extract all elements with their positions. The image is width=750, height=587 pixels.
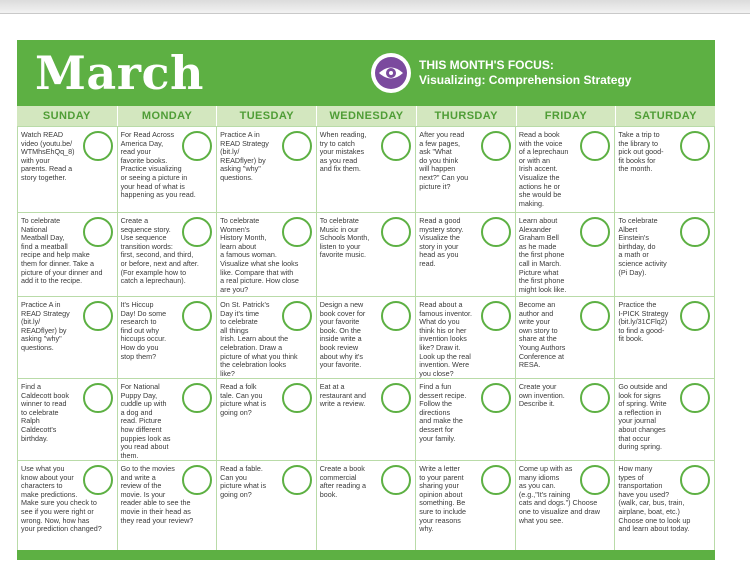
calendar-cell [416, 213, 516, 297]
activity-text: Create your own invention. Describe it. [518, 382, 565, 409]
activity-text: For National Puppy Day, cuddle up with a dog and read. Picture how different puppies look as you read about them. [120, 382, 171, 460]
calendar-cell [18, 127, 118, 213]
activity-text: Go outside and look for signs of spring. Write a reflection in your journal about changes that occur during spring. [618, 382, 668, 452]
calendar-cell [217, 297, 317, 379]
activity-text: To celebrate Music in our Schools Month, listen to your favorite music. [319, 216, 370, 260]
activity-text: Eat at a restaurant and write a review. [319, 382, 367, 409]
activity-text: Find a fun dessert recipe. Follow the directions and make the dessert for your family. [419, 382, 467, 443]
activity-text: After you read a few pages, ask "What do you think will happen next?" Can you picture it? [419, 130, 469, 191]
bottom-accent-bar [17, 550, 715, 560]
activity-text: Read a book with the voice of a leprechaun or with an Irish accent. Visualize the actions he or she would be making. [518, 130, 569, 208]
calendar-cell [317, 461, 417, 551]
window-top-strip [0, 0, 750, 14]
activity-text: Come up with as many idioms as you can. (e.g.,"It's raining cats and dogs.") Choose one to visualize and draw what you see. [518, 464, 600, 525]
activity-text: Become an author and write your own story to share at the Young Authors Conference at RESA. [518, 300, 566, 370]
calendar-cell [317, 379, 417, 461]
activity-text: Practice the I-PICK Strategy (bit.ly/31CFlq2) to find a good- fit book. [618, 300, 669, 344]
activity-text: How many types of transportation have you used? (walk, car, bus, train, airplane, boat, etc.) Choose one to look up and learn about today. [618, 464, 691, 534]
activity-text: It's Hiccup Day! Do some research to find out why hiccups occur. How do you stop them? [120, 300, 167, 361]
activity-text: Take a trip to the library to pick out good- fit books for the month. [618, 130, 664, 174]
day-header-friday: FRIDAY [516, 106, 616, 126]
activity-text: Read a fable. Can you picture what is going on? [220, 464, 267, 499]
calendar-cell [317, 297, 417, 379]
calendar-grid [17, 126, 715, 550]
calendar-cell [217, 461, 317, 551]
calendar-cell [416, 297, 516, 379]
calendar-cell [615, 379, 715, 461]
activity-text: Write a letter to your parent sharing your opinion about something. Be sure to include your reasons why. [419, 464, 467, 534]
calendar-cell [217, 379, 317, 461]
activity-text: Learn about Alexander Graham Bell as he made the first phone call in March. Picture what the first phone might look like. [518, 216, 567, 294]
activity-text: Watch READ video (youtu.be/ WTMhsEhQq_8) with your parents. Read a story together. [21, 130, 75, 182]
activity-text: For Read Across America Day, read your favorite books. Practice visualizing or seeing a picture in your head of what is happening as you read. [120, 130, 196, 200]
calendar-cell [217, 213, 317, 297]
calendar-cell [615, 461, 715, 551]
calendar-cell [18, 213, 118, 297]
calendar-cell [516, 461, 616, 551]
calendar-cell [217, 127, 317, 213]
day-header-saturday: SATURDAY [615, 106, 715, 126]
calendar-cell [516, 379, 616, 461]
calendar-cell [416, 461, 516, 551]
calendar-cell [18, 379, 118, 461]
calendar-cell [615, 297, 715, 379]
calendar-cell [118, 461, 218, 551]
weekday-header-row [17, 106, 715, 126]
activity-text: Read a folk tale. Can you picture what is going on? [220, 382, 267, 417]
calendar-cell [317, 213, 417, 297]
focus-label: THIS MONTH'S FOCUS: [419, 58, 554, 72]
activity-text: On St. Patrick's Day it's time to celebrate all things Irish. Learn about the celebration. Draw a picture of what you think the celebration looks like? [220, 300, 298, 378]
day-header-sunday: SUNDAY [42, 110, 91, 122]
activity-text: When reading, try to catch your mistakes as you read and fix them. [319, 130, 367, 174]
activity-text: To celebrate Women's History Month, learn about a famous woman. Visualize what she looks like. Compare that with a real picture. How close are you? [220, 216, 299, 294]
activity-text: To celebrate National Meatball Day, find a meatball recipe and help make them for dinner. Take a picture of your dinner and add it to the recipe. [21, 216, 103, 286]
calendar-cell [118, 379, 218, 461]
activity-text: Find a Caldecott book winner to read to celebrate Ralph Caldecott's birthday. [21, 382, 69, 443]
day-header-tuesday: TUESDAY [216, 106, 316, 126]
day-header-thursday: THURSDAY [416, 106, 516, 126]
calendar-cell [416, 379, 516, 461]
calendar-cell [416, 127, 516, 213]
activity-text: Read a good mystery story. Visualize the story in your head as you read. [419, 216, 464, 268]
activity-text: Create a book commercial after reading a book. [319, 464, 367, 499]
activity-text: Practice A in READ Strategy (bit.ly/ READflyer) by asking "why" questions. [21, 300, 70, 352]
activity-text: Go to the movies and write a review of the movie. Is your reader able to see the movie in their head as they read your review? [120, 464, 194, 525]
calendar-cell [317, 127, 417, 213]
calendar-cell [18, 461, 118, 551]
calendar-cell [516, 297, 616, 379]
activity-text: Practice A in READ Strategy (bit.ly/ READflyer) by asking "why" questions. [220, 130, 269, 182]
activity-text: Create a sequence story. Use sequence transition words: first, second, and third, or before, next and after. (For example how to catch a leprechaun). [120, 216, 199, 286]
calendar-cell [615, 213, 715, 297]
calendar-cell [118, 127, 218, 213]
calendar-cell [615, 127, 715, 213]
activity-text: Read about a famous inventor. What do you think his or her invention looks like? Draw it. Look up the real invention. Were you close? [419, 300, 473, 378]
calendar-cell [516, 213, 616, 297]
activity-text: To celebrate Albert Einstein's birthday, do a math or science activity (Pi Day). [618, 216, 667, 277]
activity-text: Design a new book cover for your favorite book. On the inside write a book review about why it's your favorite. [319, 300, 366, 370]
calendar-cell [118, 297, 218, 379]
calendar-cell [516, 127, 616, 213]
activity-text: Use what you know about your characters to make predictions. Make sure you check to see if you were right or wrong. Now, how has your prediction changed? [21, 464, 102, 534]
calendar-cell [118, 213, 218, 297]
month-title: March [35, 46, 204, 100]
day-header-wednesday: WEDNESDAY [316, 106, 416, 126]
calendar-cell [18, 297, 118, 379]
month-banner [17, 40, 715, 106]
focus-topic: Visualizing: Comprehension Strategy [419, 73, 632, 87]
eye-icon [374, 56, 408, 90]
day-header-monday: MONDAY [117, 106, 217, 126]
focus-icon-badge [371, 53, 411, 93]
